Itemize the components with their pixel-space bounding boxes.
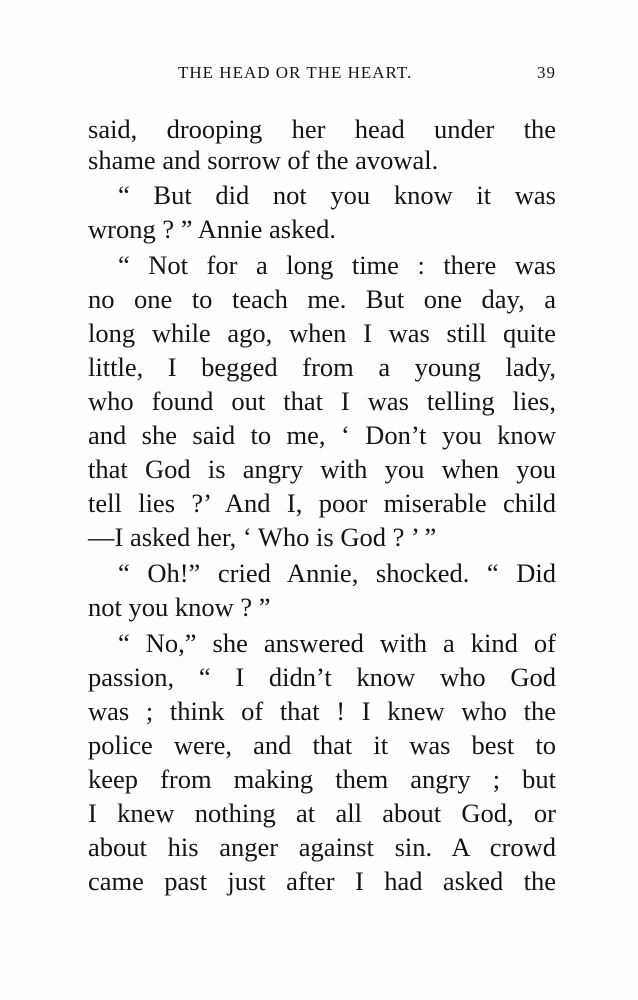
- text-line: wrong ? ” Annie asked.: [88, 214, 336, 244]
- text-line: “ Not for a long time : there was: [118, 250, 556, 280]
- text-line: said, drooping her head under the: [88, 114, 556, 144]
- text-line: passion, “ I didn’t know who God: [88, 662, 556, 692]
- text-line: who found out that I was telling lies,: [88, 386, 556, 416]
- text-line: “ But did not you know it was: [118, 180, 556, 210]
- text-line: little, I begged from a young lady,: [88, 352, 556, 382]
- text-line: —I asked her, ‘ Who is God ? ’ ”: [88, 522, 437, 552]
- text-line: keep from making them angry ; but: [88, 764, 556, 794]
- text-line: “ Oh!” cried Annie, shocked. “ Did: [118, 558, 556, 588]
- text-line: no one to teach me. But one day, a: [88, 284, 556, 314]
- running-title: THE HEAD OR THE HEART.: [178, 63, 413, 82]
- text-line: that God is angry with you when you: [88, 454, 556, 484]
- page-number: 39: [537, 63, 556, 82]
- text-line: “ No,” she answered with a kind of: [118, 628, 556, 658]
- text-line: was ; think of that ! I knew who the: [88, 696, 556, 726]
- text-line: tell lies ?’ And I, poor miserable child: [88, 488, 556, 518]
- text-line: came past just after I had asked the: [88, 866, 556, 896]
- text-line: police were, and that it was best to: [88, 730, 556, 760]
- text-line: and she said to me, ‘ Don’t you know: [88, 420, 556, 450]
- running-head: [88, 63, 556, 89]
- text-line: about his anger against sin. A crowd: [88, 832, 556, 862]
- text-line: not you know ? ”: [88, 592, 271, 622]
- text-line: shame and sorrow of the avowal.: [88, 145, 439, 175]
- text-line: long while ago, when I was still quite: [88, 318, 556, 348]
- text-line: I knew nothing at all about God, or: [88, 798, 556, 828]
